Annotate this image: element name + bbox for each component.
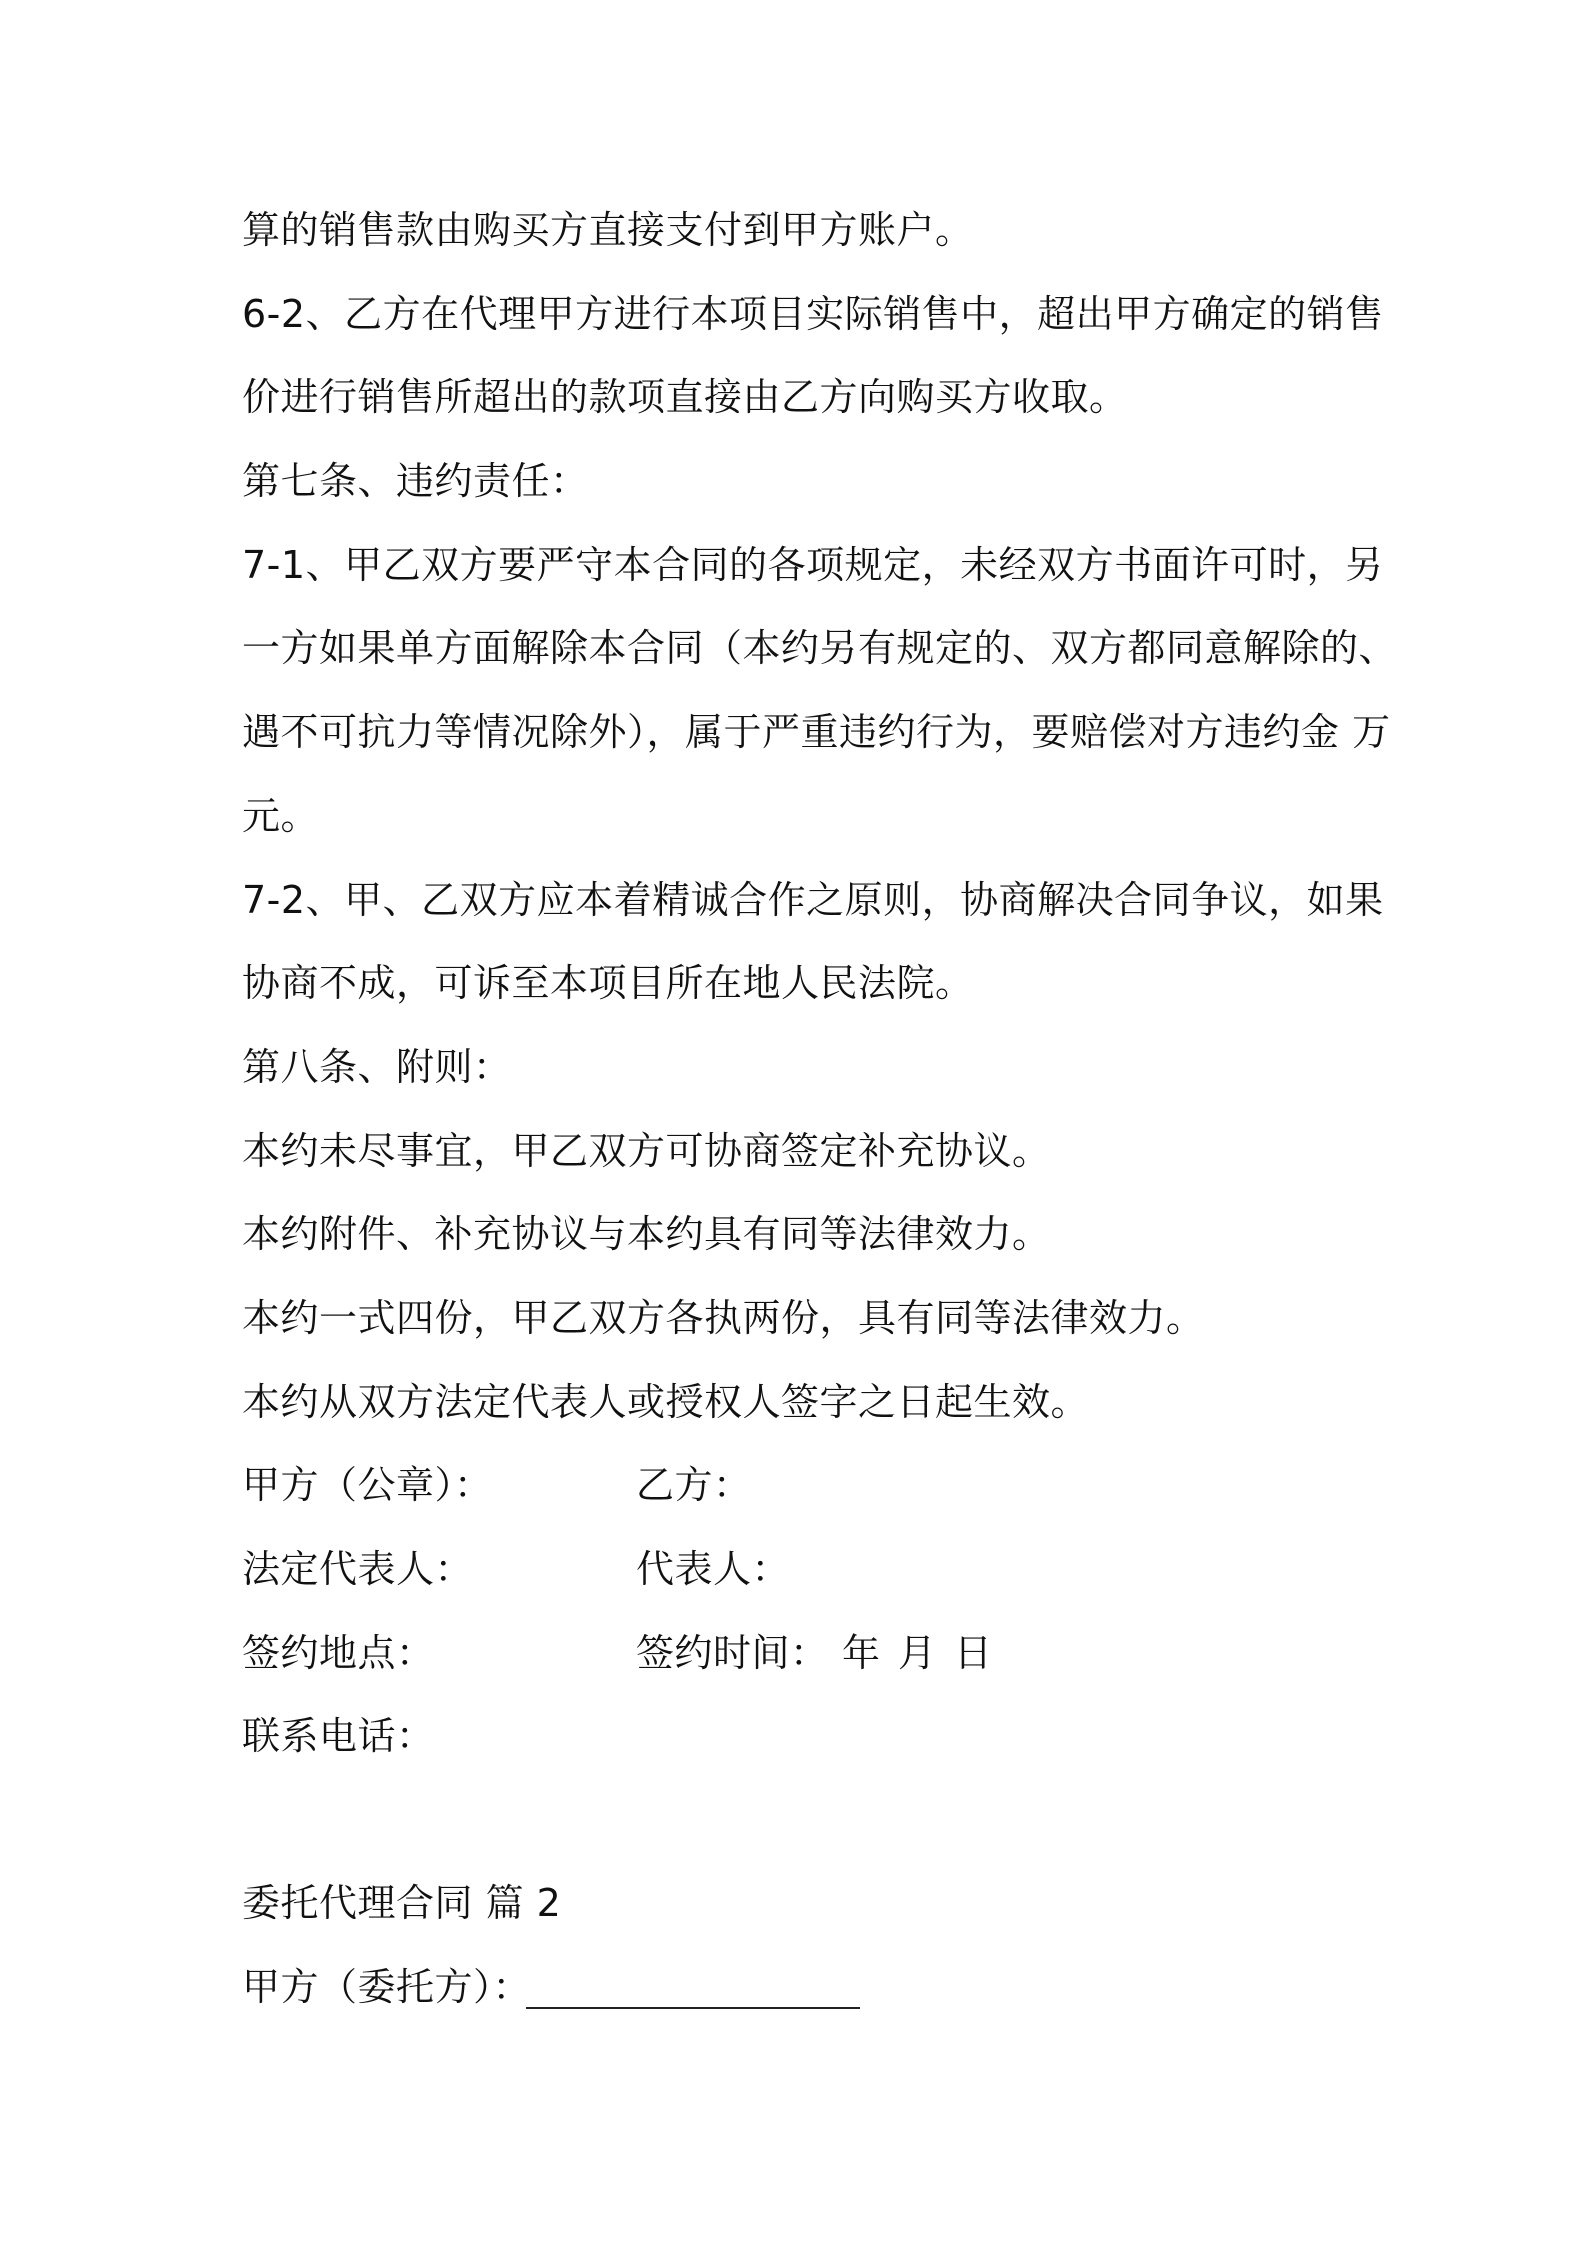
phone-label: 联系电话： bbox=[242, 1714, 435, 1758]
body-line: 算的销售款由购买方直接支付到甲方账户。 bbox=[242, 208, 974, 252]
representative-label: 代表人： bbox=[636, 1547, 791, 1591]
body-line: 协商不成，可诉至本项目所在地人民法院。 bbox=[242, 961, 974, 1005]
body-line: 一方如果单方面解除本合同（本约另有规定的、双方都同意解除的、 bbox=[242, 626, 1398, 670]
body-line: 本约附件、补充协议与本约具有同等法律效力。 bbox=[242, 1212, 1051, 1256]
section-2-title: 委托代理合同 篇 2 bbox=[242, 1881, 562, 1925]
day-label: 日 bbox=[954, 1631, 993, 1675]
year-label: 年 bbox=[842, 1631, 881, 1675]
body-line: 6-2、乙方在代理甲方进行本项目实际销售中，超出甲方确定的销售 bbox=[242, 292, 1384, 336]
party-b-label: 乙方： bbox=[636, 1463, 752, 1507]
body-line: 遇不可抗力等情况除外），属于严重违约行为，要赔偿对方违约金 万 bbox=[242, 710, 1391, 754]
sign-place-label: 签约地点： bbox=[242, 1631, 435, 1675]
body-line: 元。 bbox=[242, 794, 320, 838]
body-line: 本约一式四份，甲乙双方各执两份，具有同等法律效力。 bbox=[242, 1296, 1205, 1340]
fill-in-blank-line bbox=[526, 2007, 860, 2009]
body-line: 价进行销售所超出的款项直接由乙方向购买方收取。 bbox=[242, 375, 1128, 419]
section-heading: 第七条、违约责任： bbox=[242, 459, 589, 503]
legal-representative-label: 法定代表人： bbox=[242, 1547, 474, 1591]
sign-time-label: 签约时间： bbox=[636, 1631, 829, 1675]
party-a-seal-label: 甲方（公章）： bbox=[242, 1463, 493, 1507]
body-line: 本约从双方法定代表人或授权人签字之日起生效。 bbox=[242, 1380, 1090, 1424]
month-label: 月 bbox=[898, 1631, 937, 1675]
body-line: 7-1、甲乙双方要严守本合同的各项规定，未经双方书面许可时，另 bbox=[242, 543, 1384, 587]
body-line: 本约未尽事宜，甲乙双方可协商签定补充协议。 bbox=[242, 1129, 1051, 1173]
body-line: 7-2、甲、乙双方应本着精诚合作之原则，协商解决合同争议，如果 bbox=[242, 878, 1384, 922]
party-a-client-label: 甲方（委托方）： bbox=[242, 1965, 532, 2009]
section-heading: 第八条、附则： bbox=[242, 1045, 512, 1089]
